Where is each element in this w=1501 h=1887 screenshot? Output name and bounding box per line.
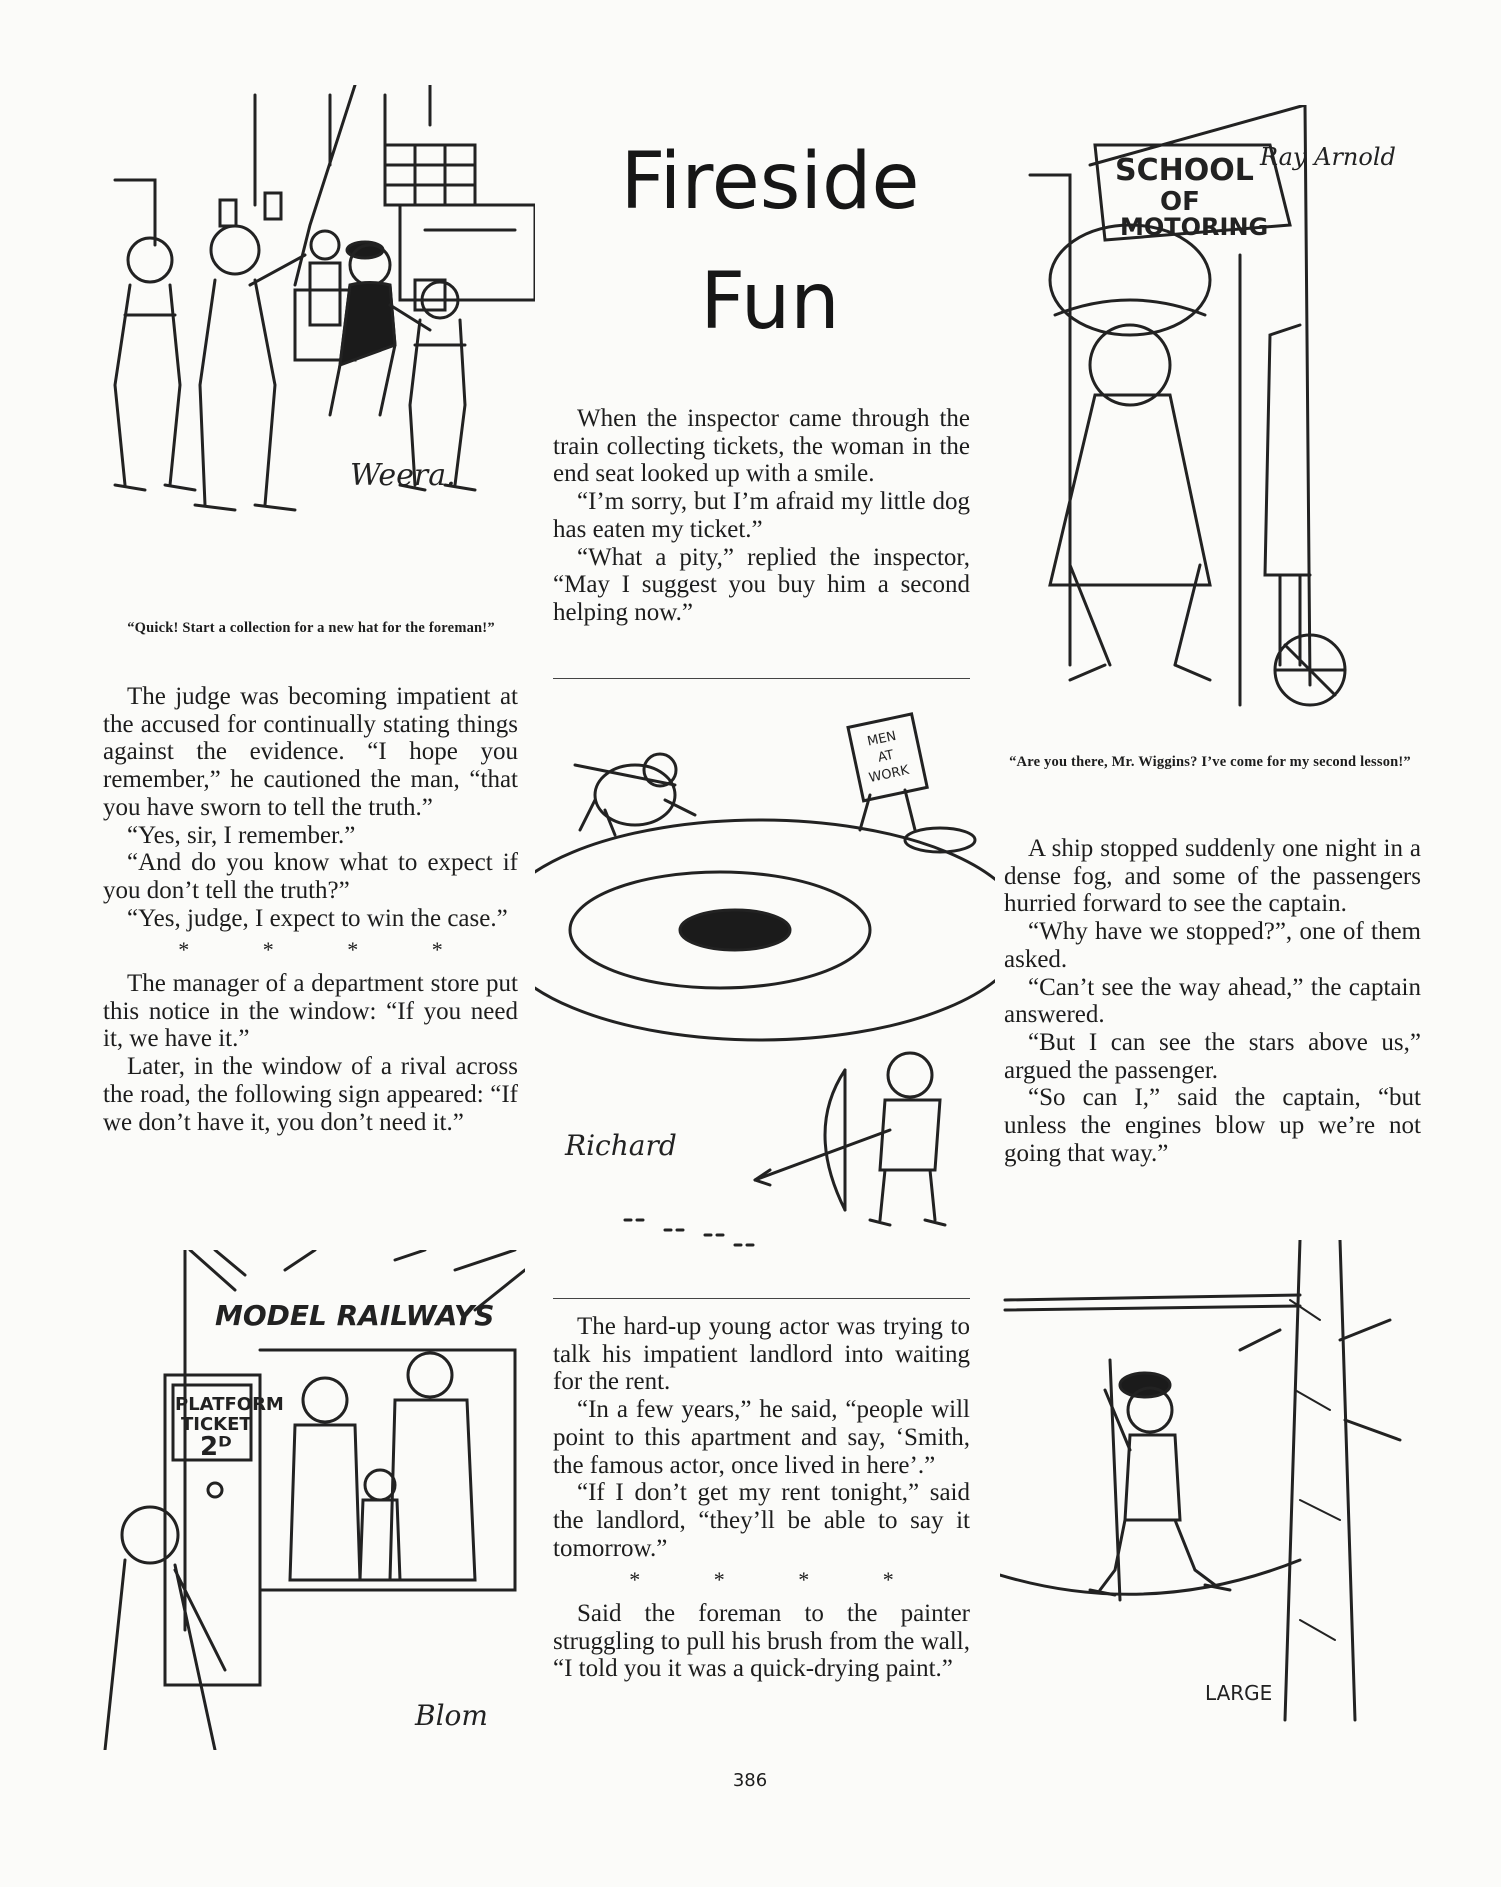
article-train — [553, 405, 970, 627]
actor-paragraph-3: “If I don’t get my rent tonight,” said the landlord, “they’ll be able to say it tomorrow.” — [553, 1479, 970, 1562]
ship-paragraph-3: “Can’t see the way ahead,” the captain answered. — [1004, 973, 1421, 1029]
separator-stars: * * * * — [629, 1567, 928, 1593]
cartoon-model-railways — [95, 1250, 525, 1750]
judge-paragraph-3: “And do you know what to expect if you don’t tell the truth?” — [103, 849, 518, 904]
motoring-sign-line1: SCHOOL — [1115, 153, 1254, 188]
ship-paragraph-5: “So can I,” said the captain, “but unless the engines blow up we’re not going that way.” — [1004, 1084, 1421, 1167]
actor-paragraph-1: The hard-up young actor was trying to talk his impatient landlord into waiting for the rent. — [553, 1313, 970, 1396]
foreman-signature: Weera. — [350, 458, 456, 493]
train-paragraph-2: “I’m sorry, but I’m afraid my little dog has eaten my ticket.” — [553, 488, 970, 543]
motoring-sign-line3: MOTORING — [1120, 213, 1269, 241]
ticket-machine-line1: PLATFORM — [175, 1394, 284, 1415]
store-paragraph-1: The manager of a department store put this notice in the window: “If you need it, we have it.” — [103, 970, 518, 1053]
article-actor — [553, 1313, 970, 1683]
cartoon-scout-tightrope — [1000, 1240, 1430, 1740]
ticket-machine-price: 2ᴰ — [200, 1432, 232, 1462]
page-title-line2: Fun — [700, 257, 840, 347]
model-railways-shop-sign: MODEL RAILWAYS — [215, 1299, 495, 1332]
article-judge — [103, 683, 518, 1136]
cartoon-school-of-motoring — [1010, 105, 1430, 735]
train-paragraph-1: When the inspector came through the train collecting tickets, the woman in the end seat looked up with a smile. — [553, 405, 970, 488]
motoring-sign-line2: OF — [1160, 187, 1200, 217]
page-number: 386 — [732, 1770, 768, 1791]
men-sign-text-2: AT — [876, 747, 896, 766]
ticket-machine-line2: TICKET — [181, 1414, 252, 1435]
center-divider-top — [553, 678, 970, 679]
cartoon-manhole — [535, 700, 995, 1285]
judge-paragraph-2: “Yes, sir, I remember.” — [127, 821, 356, 849]
judge-paragraph-1: The judge was becoming impatient at the accused for continually stating things against the evidence. “I hope you remember,” he cautioned the man, “that you have sworn to tell the truth.” — [103, 683, 518, 821]
store-paragraph-2: Later, in the window of a rival across the road, the following sign appeared: “If we don’t have it, you don’t need it.” — [103, 1053, 518, 1136]
motoring-caption: “Are you there, Mr. Wiggins? I’ve come for my second lesson!” — [1009, 754, 1411, 770]
painter-paragraph-1: Said the foreman to the painter struggling to pull his brush from the wall, “I told you it was a quick-drying paint.” — [553, 1600, 970, 1683]
ship-paragraph-4: “But I can see the stars above us,” argued the passenger. — [1004, 1028, 1421, 1084]
judge-paragraph-4: “Yes, judge, I expect to win the case.” — [127, 904, 508, 932]
article-ship — [1004, 835, 1421, 1167]
manhole-illustration — [535, 700, 995, 1285]
center-divider-bottom — [553, 1298, 970, 1299]
motoring-signature: Ray Arnold — [1260, 143, 1396, 171]
railways-signature: Blom — [415, 1699, 488, 1732]
scout-signature: LARGE — [1205, 1681, 1273, 1705]
foreman-hat-illustration — [95, 85, 535, 605]
scout-tightrope-illustration — [1000, 1240, 1430, 1740]
model-railways-illustration — [95, 1250, 525, 1750]
train-paragraph-3: “What a pity,” replied the inspector, “May I suggest you buy him a second helping now.” — [553, 543, 970, 626]
foreman-caption: “Quick! Start a collection for a new hat for the foreman!” — [127, 620, 495, 636]
ship-paragraph-1: A ship stopped suddenly one night in a dense fog, and some of the passengers hurried forward to see the captain. — [1004, 835, 1421, 918]
manhole-signature: Richard — [565, 1129, 677, 1162]
men-sign-text-1: MEN — [865, 728, 898, 750]
actor-paragraph-2: “In a few years,” he said, “people will point to this apartment and say, ‘Smith, the famous actor, once lived in here’.” — [553, 1396, 970, 1479]
men-sign-text-3: WORK — [867, 762, 911, 787]
page-title-line1: Fireside — [620, 137, 920, 227]
cartoon-foreman-hat — [95, 85, 535, 605]
school-of-motoring-illustration — [1010, 105, 1430, 735]
ship-paragraph-2: “Why have we stopped?”, one of them asked. — [1004, 918, 1421, 973]
separator-stars: * * * * — [178, 937, 477, 963]
